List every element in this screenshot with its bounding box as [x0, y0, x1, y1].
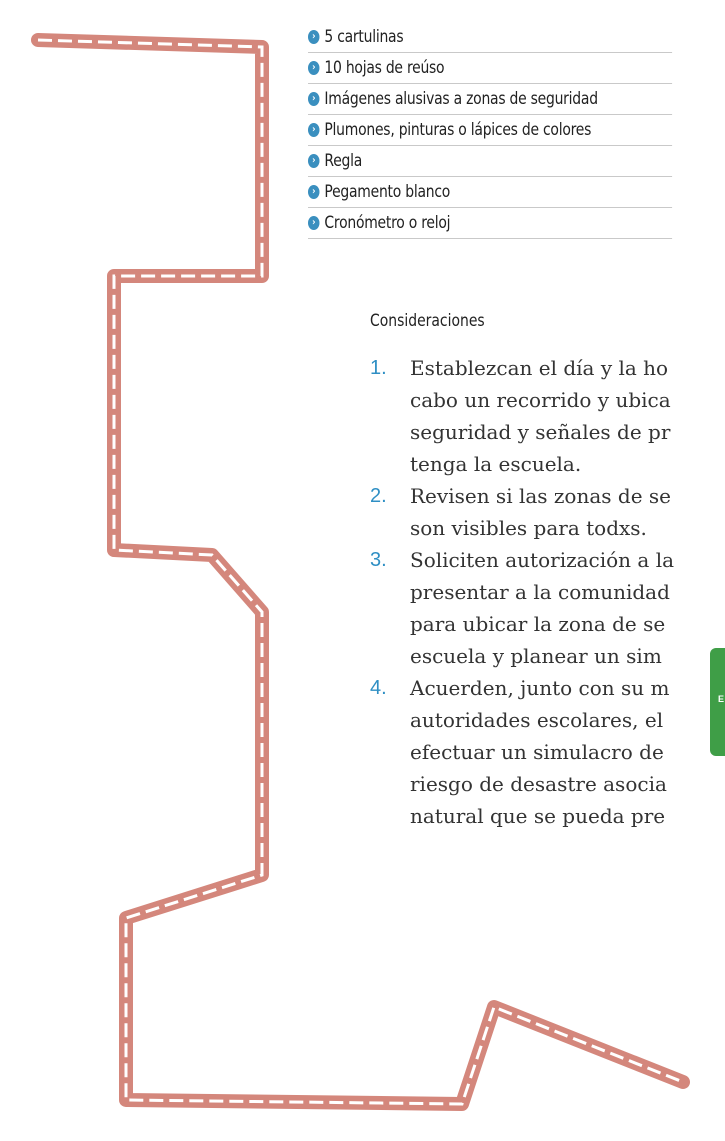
step-text-line: Establezcan el día y la ho	[410, 356, 669, 380]
material-item: › Pegamento blanco	[308, 177, 672, 208]
step-text-line: autoridades escolares, el	[410, 708, 664, 732]
step-text-line: escuela y planear un sim	[410, 644, 662, 668]
step-text-line: riesgo de desastre asocia	[410, 772, 667, 796]
step-number: 3.	[370, 549, 387, 571]
step-item	[370, 544, 725, 672]
considerations-heading: Consideraciones	[370, 311, 485, 331]
material-item: › Plumones, pinturas o lápices de colores	[308, 115, 672, 146]
step-text-line: Soliciten autorización a la	[410, 548, 675, 572]
material-item: › 10 hojas de reúso	[308, 53, 672, 84]
materials-list	[308, 22, 672, 239]
step-text-line: efectuar un simulacro de	[410, 740, 664, 764]
step-number: 4.	[370, 677, 387, 699]
chevron-right-icon: ›	[308, 30, 319, 44]
step-text-line: natural que se pueda pre	[410, 804, 666, 828]
step-text-line: Revisen si las zonas de se	[410, 484, 671, 508]
chevron-right-icon: ›	[308, 92, 319, 106]
step-text-line: seguridad y señales de pr	[410, 420, 671, 444]
chevron-right-icon: ›	[308, 185, 319, 199]
step-item	[370, 352, 725, 480]
step-text-line: tenga la escuela.	[410, 452, 582, 476]
material-item: › 5 cartulinas	[308, 22, 672, 53]
section-tab-letter: E	[718, 694, 725, 704]
material-item: › Regla	[308, 146, 672, 177]
material-item: › Cronómetro o reloj	[308, 208, 672, 239]
chevron-right-icon: ›	[308, 216, 319, 230]
step-text-line: Acuerden, junto con su m	[410, 676, 670, 700]
section-tab	[710, 648, 725, 756]
step-text-line: cabo un recorrido y ubica	[410, 388, 671, 412]
step-text-line: son visibles para todxs.	[410, 516, 647, 540]
step-item	[370, 480, 725, 544]
step-number: 1.	[370, 357, 387, 379]
considerations-list	[370, 352, 725, 832]
step-item	[370, 672, 725, 832]
chevron-right-icon: ›	[308, 61, 319, 75]
step-text-line: para ubicar la zona de se	[410, 612, 666, 636]
material-item: › Imágenes alusivas a zonas de seguridad	[308, 84, 672, 115]
step-number: 2.	[370, 485, 387, 507]
chevron-right-icon: ›	[308, 123, 319, 137]
step-text-line: presentar a la comunidad	[410, 580, 670, 604]
chevron-right-icon: ›	[308, 154, 319, 168]
